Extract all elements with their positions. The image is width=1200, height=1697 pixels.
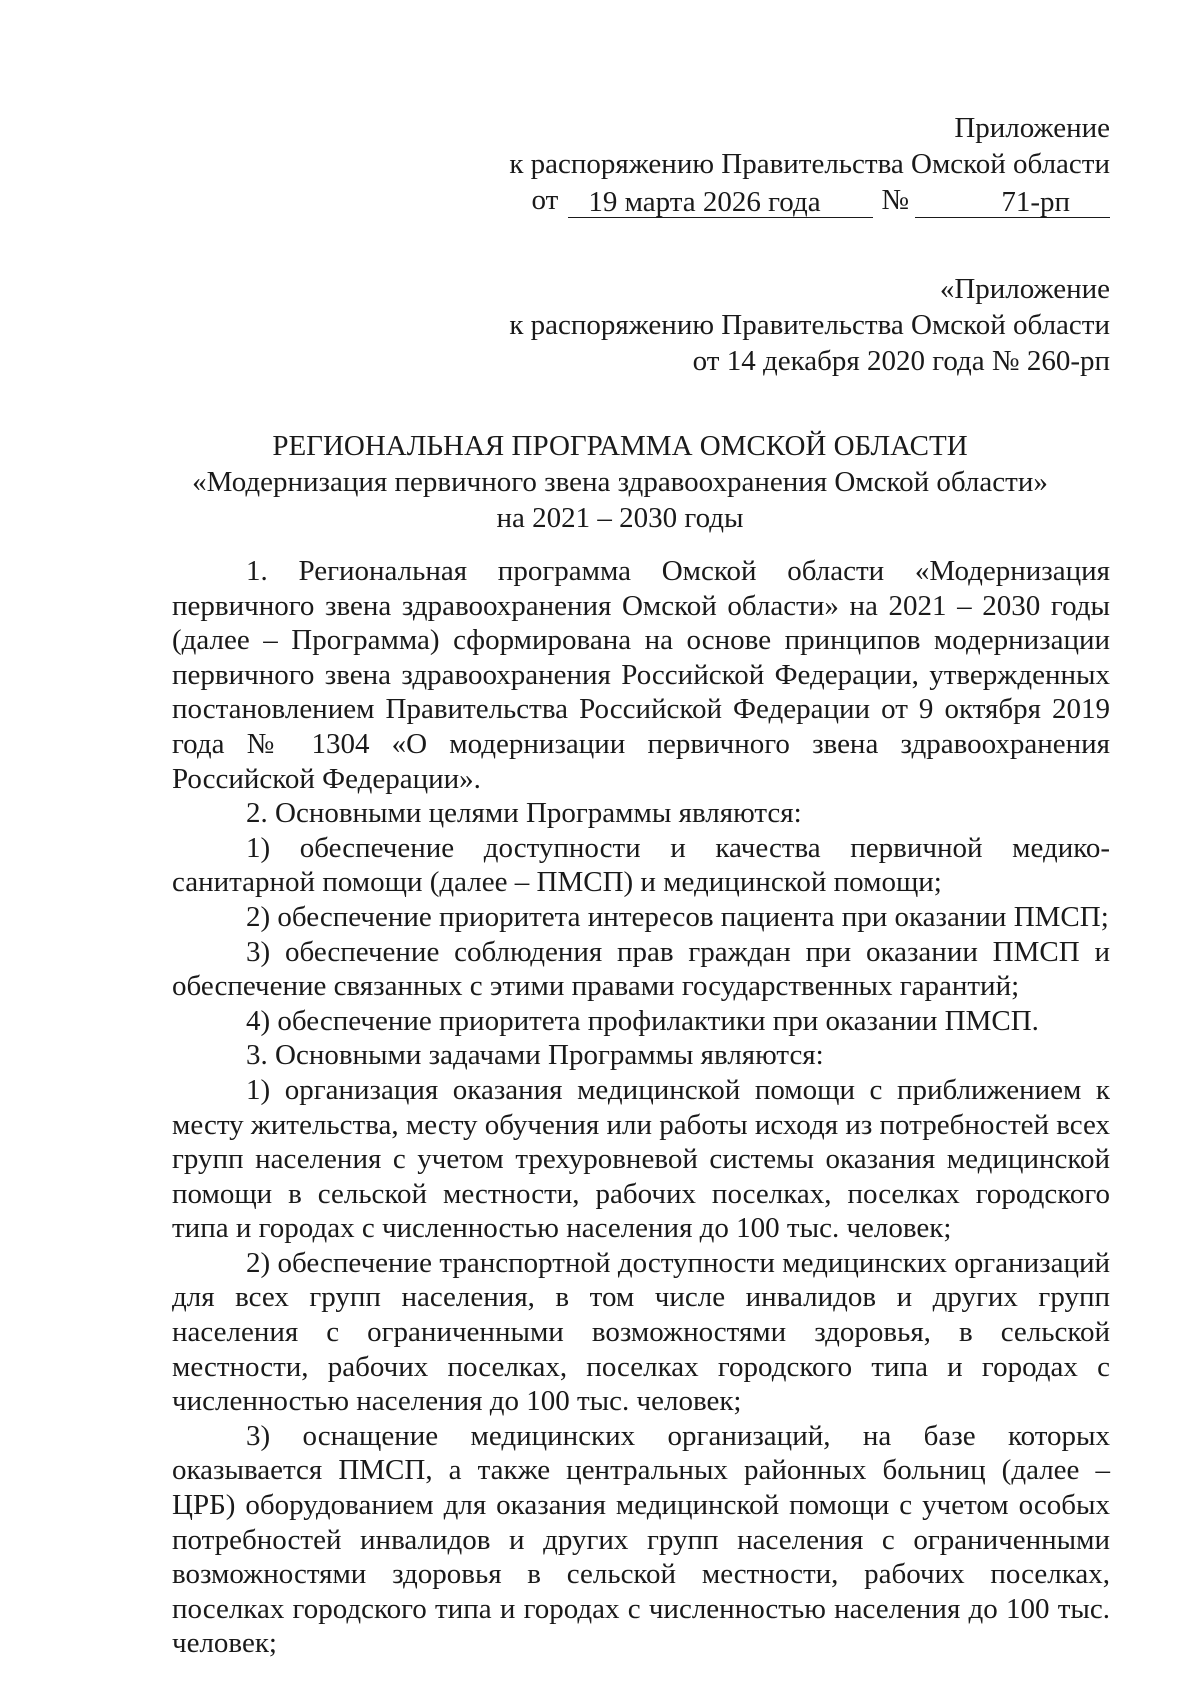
paragraph: 2) обеспечение приоритета интересов пациента при оказании ПМСП;	[246, 900, 1109, 933]
title-line-3: на 2021 – 2030 годы	[496, 502, 744, 534]
appendix-label: Приложение	[954, 112, 1110, 144]
paragraph: 2) обеспечение транспортной доступности медицинских организаций для всех групп населения, в том числе инвалидов и других групп населения с ограниченными возможностями здоровья, в сельской местности, рабочих поселках, поселках городского типа и городах с численностью населения до 100 тыс. человек;	[172, 1246, 1110, 1418]
paragraph: 2. Основными целями Программы являются:	[246, 797, 802, 830]
original-order-reference: к распоряжению Правительства Омской области	[509, 309, 1110, 341]
document-body	[172, 554, 1110, 1661]
program-title	[130, 428, 1110, 536]
paragraph: 3) обеспечение соблюдения прав граждан при оказании ПМСП и обеспечение связанных с этими правами государственных гарантий;	[172, 935, 1110, 1003]
paragraph: 1. Региональная программа Омской области «Модернизация первичного звена здравоохранения Омской области» на 2021 – 2030 годы (далее – Программа) сформирована на основе принципов модернизации первичного звена здравоохранения Российской Федерации, утвержденных постановлением Правительства Российской Федерации от 9 октября 2019 года № 1304 «О модернизации первичного звена здравоохранения Российской Федерации».	[172, 555, 1110, 795]
title-line-2: «Модернизация первичного звена здравоохранения Омской области»	[192, 466, 1048, 498]
paragraph: 3) оснащение медицинских организаций, на базе которых оказывается ПМСП, а также центральных районных больниц (далее – ЦРБ) оборудованием для оказания медицинской помощи с учетом особых потребностей инвалидов и других групп населения с ограниченными возможностями здоровья в сельской местности, рабочих поселках, поселках городского типа и городах с численностью населения до 100 тыс. человек;	[172, 1419, 1110, 1660]
order-number-field: 71-рп	[915, 187, 1110, 218]
order-reference: к распоряжению Правительства Омской области	[509, 148, 1110, 180]
date-prefix: от	[531, 184, 559, 216]
paragraph: 1) организация оказания медицинской помощи с приближением к месту жительства, месту обучения или работы исходя из потребностей всех групп населения с учетом трехуровневой системы оказания медицинской помощи в сельской местности, рабочих поселках, поселках городского типа и городах с численностью населения до 100 тыс. человек;	[172, 1073, 1110, 1245]
paragraph: 4) обеспечение приоритета профилактики при оказании ПМСП.	[246, 1004, 1039, 1037]
paragraph: 3. Основными задачами Программы являются:	[246, 1039, 824, 1072]
original-appendix-header	[470, 271, 1110, 379]
title-line-1: РЕГИОНАЛЬНАЯ ПРОГРАММА ОМСКОЙ ОБЛАСТИ	[272, 430, 968, 462]
order-date-line	[470, 182, 1110, 218]
paragraph: 1) обеспечение доступности и качества первичной медико-санитарной помощи (далее – ПМСП) и медицинской помощи;	[172, 831, 1110, 899]
number-prefix: №	[881, 184, 909, 216]
order-date-field: 19 марта 2026 года	[568, 187, 873, 218]
amendment-header	[470, 110, 1110, 218]
original-order-date: от 14 декабря 2020 года № 260-рп	[692, 345, 1110, 377]
original-appendix-label: «Приложение	[939, 273, 1110, 305]
